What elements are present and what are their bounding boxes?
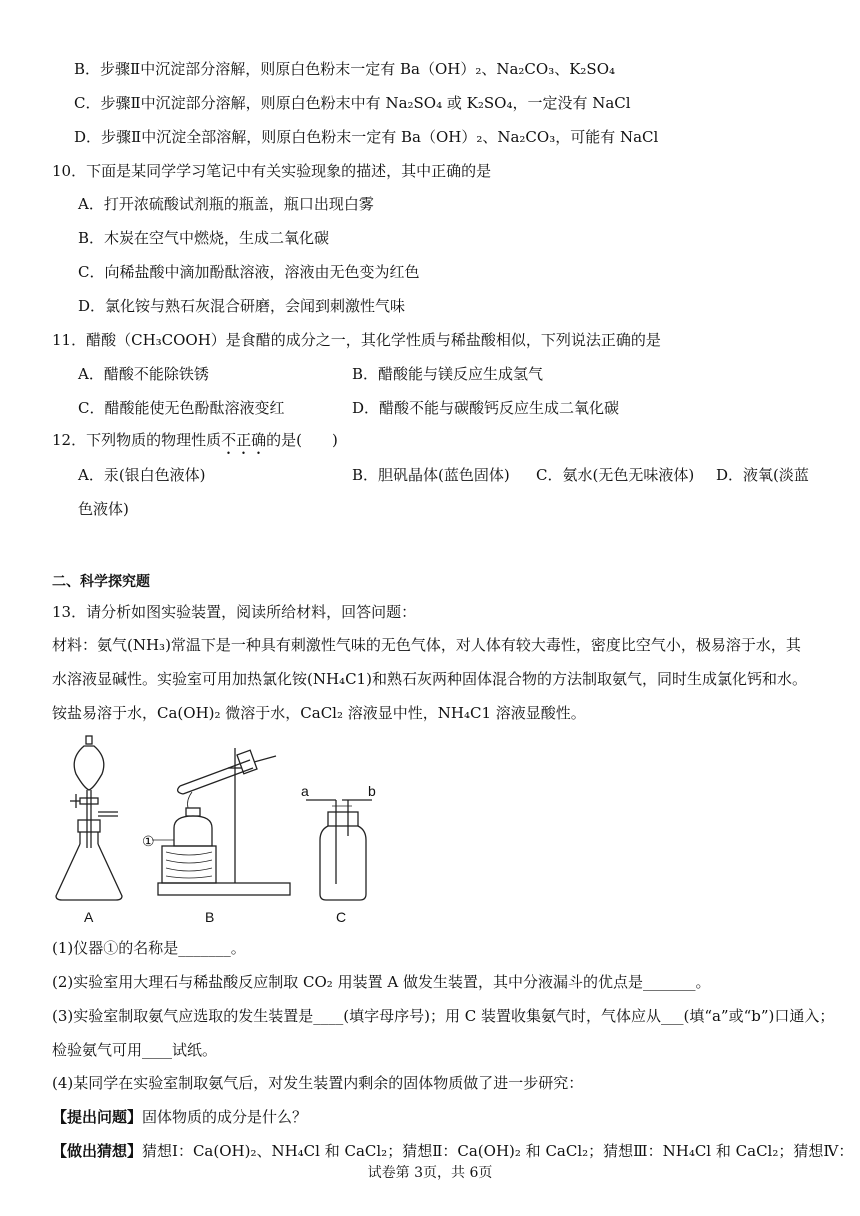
q10-option-c: C．向稀盐酸中滴加酚酞溶液，溶液由无色变为红色	[78, 263, 420, 281]
material-line-2: 水溶液显碱性。实验室可用加热氯化铵(NH₄C1)和熟石灰两种固体混合物的方法制取氨气，同时生成氯化钙和水。	[52, 670, 807, 688]
q12-option-d: D．液氧(淡蓝	[716, 466, 809, 484]
q12-option-b: B．胆矾晶体(蓝色固体)	[352, 466, 510, 484]
q12-stem-emphasis: 不正确	[221, 431, 267, 449]
label-b-port: b	[368, 783, 376, 799]
question-2: (2)实验室用大理石与稀盐酸反应制取 CO₂ 用装置 A 做发生装置，其中分液漏斗的优点是_______。	[52, 973, 711, 991]
label-a-port: a	[301, 783, 309, 799]
q12-option-c: C．氨水(无色无味液体)	[536, 466, 695, 484]
q11-stem: 11．醋酸（CH₃COOH）是食醋的成分之一，其化学性质与稀盐酸相似，下列说法正确的是	[52, 331, 661, 349]
q12-option-a: A．汞(银白色液体)	[78, 466, 206, 484]
q10-option-d: D．氯化铵与熟石灰混合研磨，会闻到刺激性气味	[78, 297, 406, 315]
raise-question	[52, 1106, 307, 1128]
q9-option-d: D．步骤Ⅱ中沉淀全部溶解，则原白色粉末一定有 Ba（OH）₂、Na₂CO₃，可能有 NaCl	[74, 128, 659, 146]
q11-option-b: B．醋酸能与镁反应生成氢气	[352, 365, 544, 383]
hypothesis-label: 【做出猜想】	[52, 1142, 143, 1160]
q10-option-b: B．木炭在空气中燃烧，生成二氧化碳	[78, 229, 330, 247]
q13-stem: 13．请分析如图实验装置，阅读所给材料，回答问题：	[52, 603, 417, 621]
hypothesis	[52, 1140, 853, 1162]
apparatus-figure	[40, 728, 400, 928]
q11-option-c: C．醋酸能使无色酚酞溶液变红	[78, 399, 285, 417]
label-a: A	[84, 909, 94, 925]
question-3-continued: 检验氨气可用____试纸。	[52, 1041, 218, 1059]
q11-option-a: A．醋酸不能除铁锈	[78, 365, 209, 383]
apparatus-b	[142, 748, 290, 925]
label-1: ①	[142, 833, 155, 849]
raise-question-text: 固体物质的成分是什么？	[142, 1108, 308, 1126]
label-b: B	[205, 909, 215, 925]
material-line-1: 材料：氨气(NH₃)常温下是一种具有刺激性气味的无色气体，对人体有较大毒性，密度比空气小，极易溶于水，其	[52, 636, 801, 654]
material-line-3: 铵盐易溶于水，Ca(OH)₂ 微溶于水，CaCl₂ 溶液显中性，NH₄C1 溶液显酸性。	[52, 704, 586, 722]
apparatus-a	[56, 736, 122, 925]
question-3: (3)实验室制取氨气应选取的发生装置是____(填字母序号)；用 C 装置收集氨气时，气体应从___(填“a”或“b”)口通入；	[52, 1007, 835, 1025]
q9-option-b: B．步骤Ⅱ中沉淀部分溶解，则原白色粉末一定有 Ba（OH）₂、Na₂CO₃、K₂SO₄	[74, 60, 616, 78]
q12-option-d-continued: 色液体)	[78, 500, 129, 518]
q9-option-c: C．步骤Ⅱ中沉淀部分溶解，则原白色粉末中有 Na₂SO₄ 或 K₂SO₄，一定没有 NaCl	[74, 94, 631, 112]
apparatus-c	[301, 783, 376, 925]
q12-stem	[52, 429, 338, 458]
q12-stem-post: 的是( )	[266, 431, 338, 449]
page-footer: 试卷第 3页，共 6页	[367, 1165, 493, 1181]
question-4: (4)某同学在实验室制取氨气后，对发生装置内剩余的固体物质做了进一步研究：	[52, 1074, 584, 1092]
q10-stem: 10．下面是某同学学习笔记中有关实验现象的描述，其中正确的是	[52, 162, 492, 180]
q11-option-d: D．醋酸不能与碳酸钙反应生成二氧化碳	[352, 399, 620, 417]
q12-stem-pre: 12．下列物质的物理性质	[52, 431, 222, 449]
raise-question-label: 【提出问题】	[52, 1108, 143, 1126]
label-c: C	[336, 909, 347, 925]
hypothesis-text: 猜想Ⅰ：Ca(OH)₂、NH₄Cl 和 CaCl₂；猜想Ⅱ：Ca(OH)₂ 和 CaCl₂；猜想Ⅲ：NH₄Cl 和 CaCl₂；猜想Ⅳ：	[142, 1142, 854, 1160]
q10-option-a: A．打开浓硫酸试剂瓶的瓶盖，瓶口出现白雾	[78, 195, 374, 213]
section-title: 二、科学探究题	[52, 574, 150, 590]
question-1: (1)仪器①的名称是_______。	[52, 939, 246, 957]
